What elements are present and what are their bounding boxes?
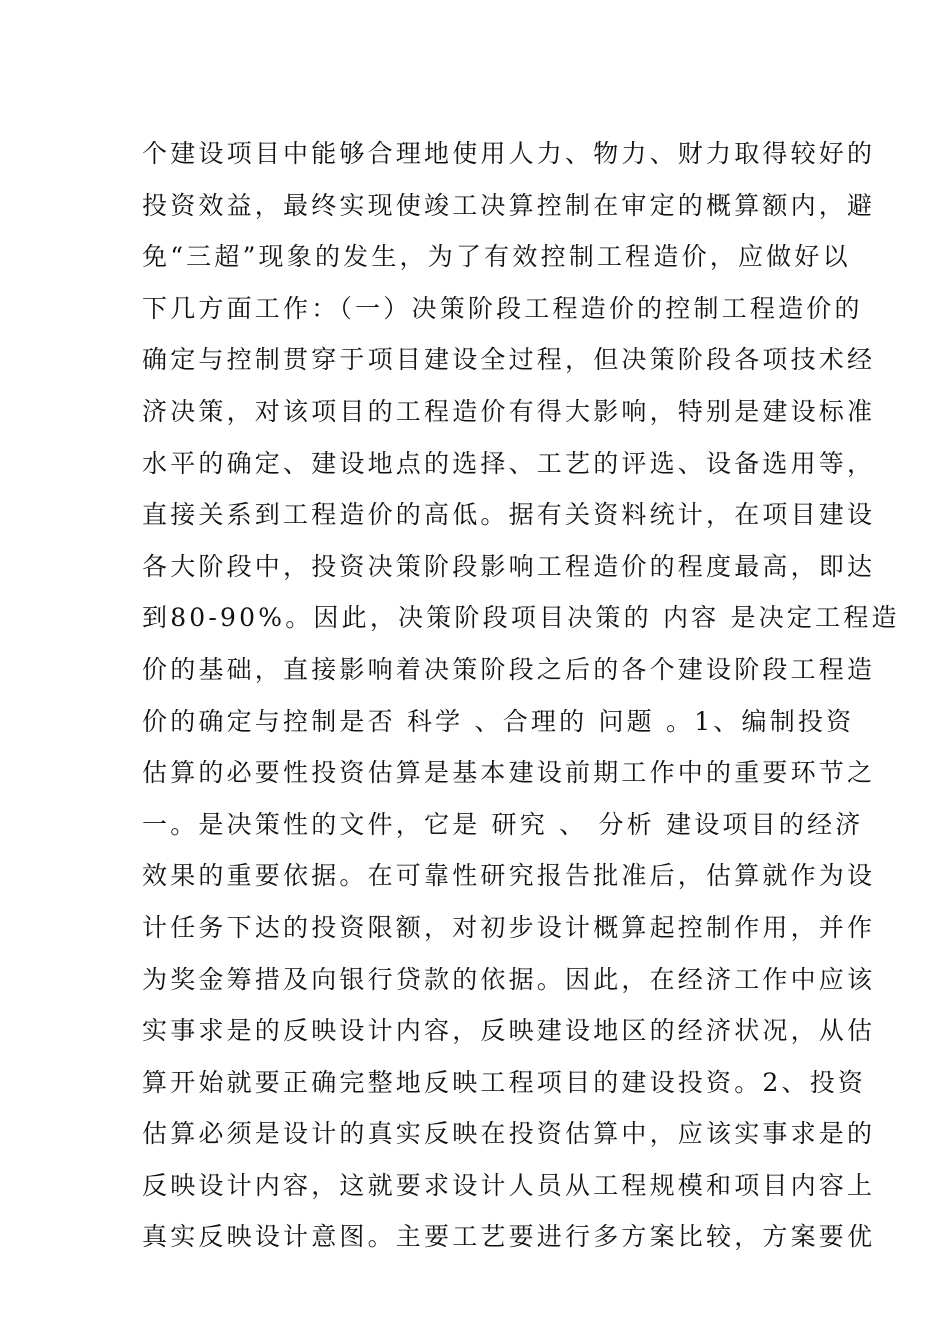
text-line-5: 确定与控制贯穿于项目建设全过程，但决策阶段各项技术经 — [142, 345, 876, 375]
text-line-10: 到80-90%。因此，决策阶段项目决策的 内容 是决定工程造 — [142, 603, 900, 633]
text-line-13: 估算的必要性投资估算是基本建设前期工作中的重要环节之 — [142, 758, 876, 788]
text-line-18: 实事求是的反映设计内容，反映建设地区的经济状况，从估 — [142, 1016, 876, 1046]
text-line-3: 免“三超”现象的发生，为了有效控制工程造价，应做好以 — [142, 242, 851, 272]
text-line-15: 效果的重要依据。在可靠性研究报告批准后，估算就作为设 — [142, 861, 876, 891]
text-line-17: 为奖金筹措及向银行贷款的依据。因此，在经济工作中应该 — [142, 964, 876, 994]
text-line-20: 估算必须是设计的真实反映在投资估算中，应该实事求是的 — [142, 1119, 876, 1149]
text-line-9: 各大阶段中，投资决策阶段影响工程造价的程度最高，即达 — [142, 551, 876, 581]
text-line-6: 济决策，对该项目的工程造价有得大影响，特别是建设标准 — [142, 396, 876, 426]
text-line-19: 算开始就要正确完整地反映工程项目的建设投资。2、投资 — [142, 1067, 867, 1097]
text-line-4: 下几方面工作：（一）决策阶段工程造价的控制工程造价的 — [142, 293, 863, 323]
text-line-8: 直接关系到工程造价的高低。据有关资料统计，在项目建设 — [142, 500, 876, 530]
body-text — [142, 128, 900, 1263]
text-line-22: 真实反映设计意图。主要工艺要进行多方案比较，方案要优 — [142, 1222, 876, 1252]
text-line-2: 投资效益，最终实现使竣工决算控制在审定的概算额内，避 — [142, 190, 876, 220]
text-line-12: 价的确定与控制是否 科学 、合理的 问题 。1、编制投资 — [142, 706, 855, 736]
text-line-7: 水平的确定、建设地点的选择、工艺的评选、设备选用等， — [142, 448, 876, 478]
text-line-16: 计任务下达的投资限额，对初步设计概算起控制作用，并作 — [142, 912, 876, 942]
text-line-1: 个建设项目中能够合理地使用人力、物力、财力取得较好的 — [142, 139, 876, 168]
text-line-14: 一。是决策性的文件，它是 研究 、 分析 建设项目的经济 — [142, 809, 864, 839]
text-line-21: 反映设计内容，这就要求设计人员从工程规模和项目内容上 — [142, 1170, 876, 1200]
text-line-11: 价的基础，直接影响着决策阶段之后的各个建设阶段工程造 — [142, 654, 876, 684]
